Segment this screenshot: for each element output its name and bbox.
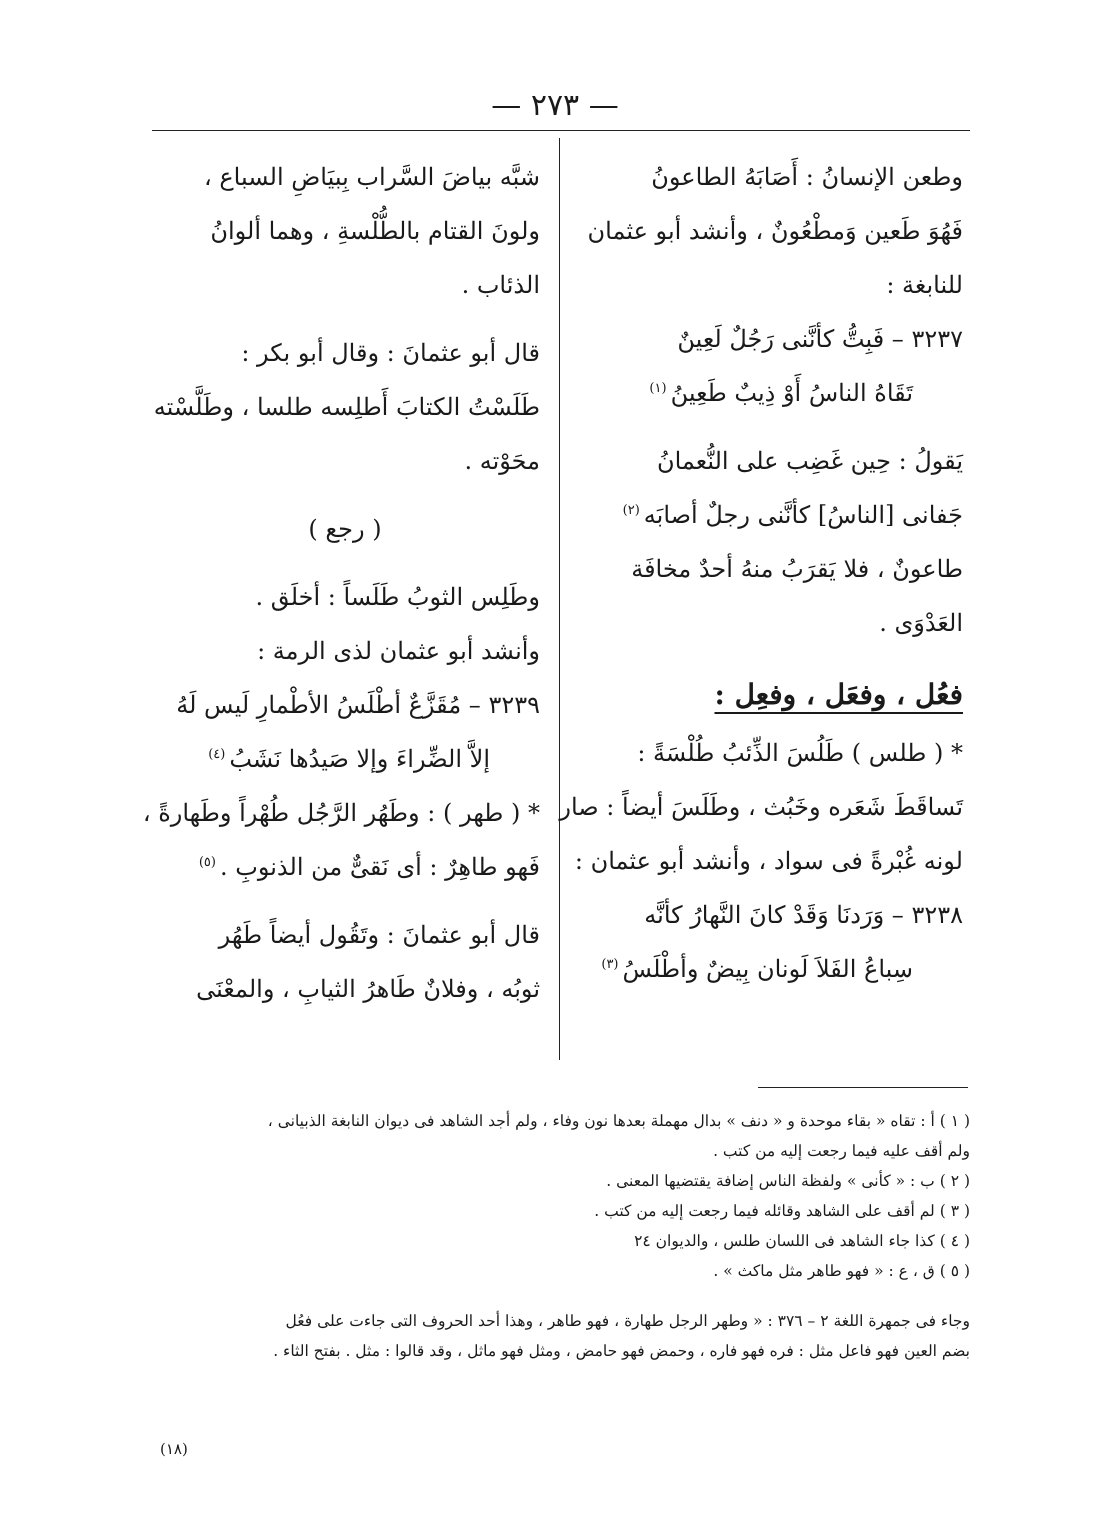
footnote-continuation: ولم أقف عليه فيما رجعت إليه من كتب . [713, 1142, 970, 1160]
text-line: فَهُوَ طَعين وَمطْعُونٌ ، وأنشد أبو عثمان [587, 217, 963, 245]
verse-line [150, 732, 540, 786]
footnote: ( ٢ ) ب : « كأنى » ولفظة الناس إضافة يقتضيها المعنى . [606, 1172, 970, 1190]
text-line: شبَّه بياضَ السَّراب بِبيَاضِ السباع ، [203, 163, 540, 191]
closing-note [140, 1306, 970, 1366]
footnote-rule [758, 1087, 968, 1088]
signature-mark: (١٨) [160, 1440, 188, 1458]
footnote-marker: (٣) [601, 957, 619, 972]
text-line [150, 840, 540, 894]
text-line: ولونَ القتام بالطُّلْسةِ ، وهما ألوانُ [210, 217, 540, 245]
line-text: فَهو طاهِرٌ : أى نَقىٌّ من الذنوبِ . [219, 853, 540, 881]
header-rule [152, 130, 970, 131]
footnote-marker: (٥) [198, 855, 216, 870]
footnote: ( ١ ) أ : تقاه « بقاء موحدة و « دنف » بدال مهملة بعدها نون وفاء ، ولم أجد الشاهد فى ديوان النابغة الذبيانى ، [267, 1112, 970, 1130]
line-text: جَفانى [الناسُ] كأنَّنى رجلٌ أصابَه [643, 501, 963, 529]
verse-text: تَقَاهُ الناسُ أَوْ ذِيبٌ طَعِينُ [670, 379, 913, 407]
text-line: وطعن الإنسانُ : أَصَابَهُ الطاعونُ [651, 163, 963, 191]
return-marker: ( رجع ) [308, 515, 382, 543]
text-line: الذئاب . [461, 271, 540, 299]
verse-line: ٣٢٣٩ – مُقَزَّعٌ أطْلَسُ الأطْمارِ لَيس لَهُ [176, 691, 540, 719]
text-line: طاعونٌ ، فلا يَقرَبُ منهُ أحدٌ مخافَة [631, 555, 963, 583]
closing-note-line: بضم العين فهو فاعل مثل : فره فهو فاره ، وحمض فهو حامض ، ومثل فهو ماثل ، وقد قالوا : مثل . بفتح الثاء . [273, 1342, 970, 1360]
footnote-marker: (٤) [208, 747, 226, 762]
text-line: طَلَسْتُ الكتابَ أَطلِسه طلسا ، وطَلَّسْته [153, 393, 540, 421]
section-heading: فعُل ، وفعَل ، وفعِل : [714, 678, 963, 711]
verse-text: سِباعُ الفَلاَ لَونان بِيضٌ وأطْلَسُ [622, 955, 913, 983]
text-line: قال أبو عثمانَ : وتَقُول أيضاً طَهُر [218, 921, 540, 949]
column-divider [559, 138, 560, 1060]
text-line: للنابغة : [886, 271, 963, 299]
text-line: لونه غُبْرةً فى سواد ، وأنشد أبو عثمان : [574, 847, 963, 875]
verse-text: إلاَّ الضِّراءَ وإلا صَيدُها نَشَبُ [229, 745, 490, 773]
right-column [559, 150, 963, 996]
footnote-marker: (١) [649, 381, 667, 396]
verse-line [578, 942, 963, 996]
text-line [578, 488, 963, 542]
verse-line: ٣٢٣٧ – فَبِتُّ كأنَّنى رَجُلٌ لَعِينٌ [677, 325, 963, 353]
text-line: تَساقَطَ شَعَره وخَبُث ، وطَلَسَ أيضاً : صار [559, 793, 963, 821]
footnote-marker: (٢) [622, 503, 640, 518]
verse-line: ٣٢٣٨ – وَرَدنَا وَقَدْ كانَ النَّهارُ كأنَّه [644, 901, 963, 929]
footnote: ( ٥ ) ق ، ع : « فهو طاهر مثل ماكث » . [713, 1262, 970, 1280]
text-line: العَدْوَى . [879, 609, 963, 637]
footnotes [140, 1106, 970, 1366]
text-line: ثوبُه ، وفلانٌ طَاهرُ الثيابِ ، والمعْنَى [196, 975, 540, 1003]
text-line: يَقولُ : حِين غَضِب على النُّعمانُ [656, 447, 963, 475]
footnote: ( ٣ ) لم أقف على الشاهد وقائله فيما رجعت إليه من كتب . [594, 1202, 970, 1220]
text-line: محَوْته . [464, 447, 540, 475]
verse-line [578, 366, 963, 420]
text-line: وأنشد أبو عثمان لذى الرمة : [257, 637, 540, 665]
closing-note-line: وجاء فى جمهرة اللغة ٢ – ٣٧٦ : « وطهر الرجل طهارة ، فهو طاهر ، وهذا أحد الحروف التى جاءت على فعُل [285, 1312, 970, 1330]
page-number: — ٢٧٣ — [491, 88, 619, 123]
left-column [142, 150, 540, 1016]
text-line: قال أبو عثمانَ : وقال أبو بكر : [241, 339, 540, 367]
text-line: وطَلِس الثوبُ طَلَساً : أخلَق . [255, 583, 540, 611]
footnote: ( ٤ ) كذا جاء الشاهد فى اللسان طلس ، والديوان ٢٤ [634, 1232, 970, 1250]
text-line: * ( طلس ) طَلُسَ الذِّئبُ طُلْسَةً : [637, 739, 963, 767]
text-line: * ( طهر ) : وطَهُر الرَّجُل طُهْراً وطَهارةً ، [142, 799, 540, 827]
